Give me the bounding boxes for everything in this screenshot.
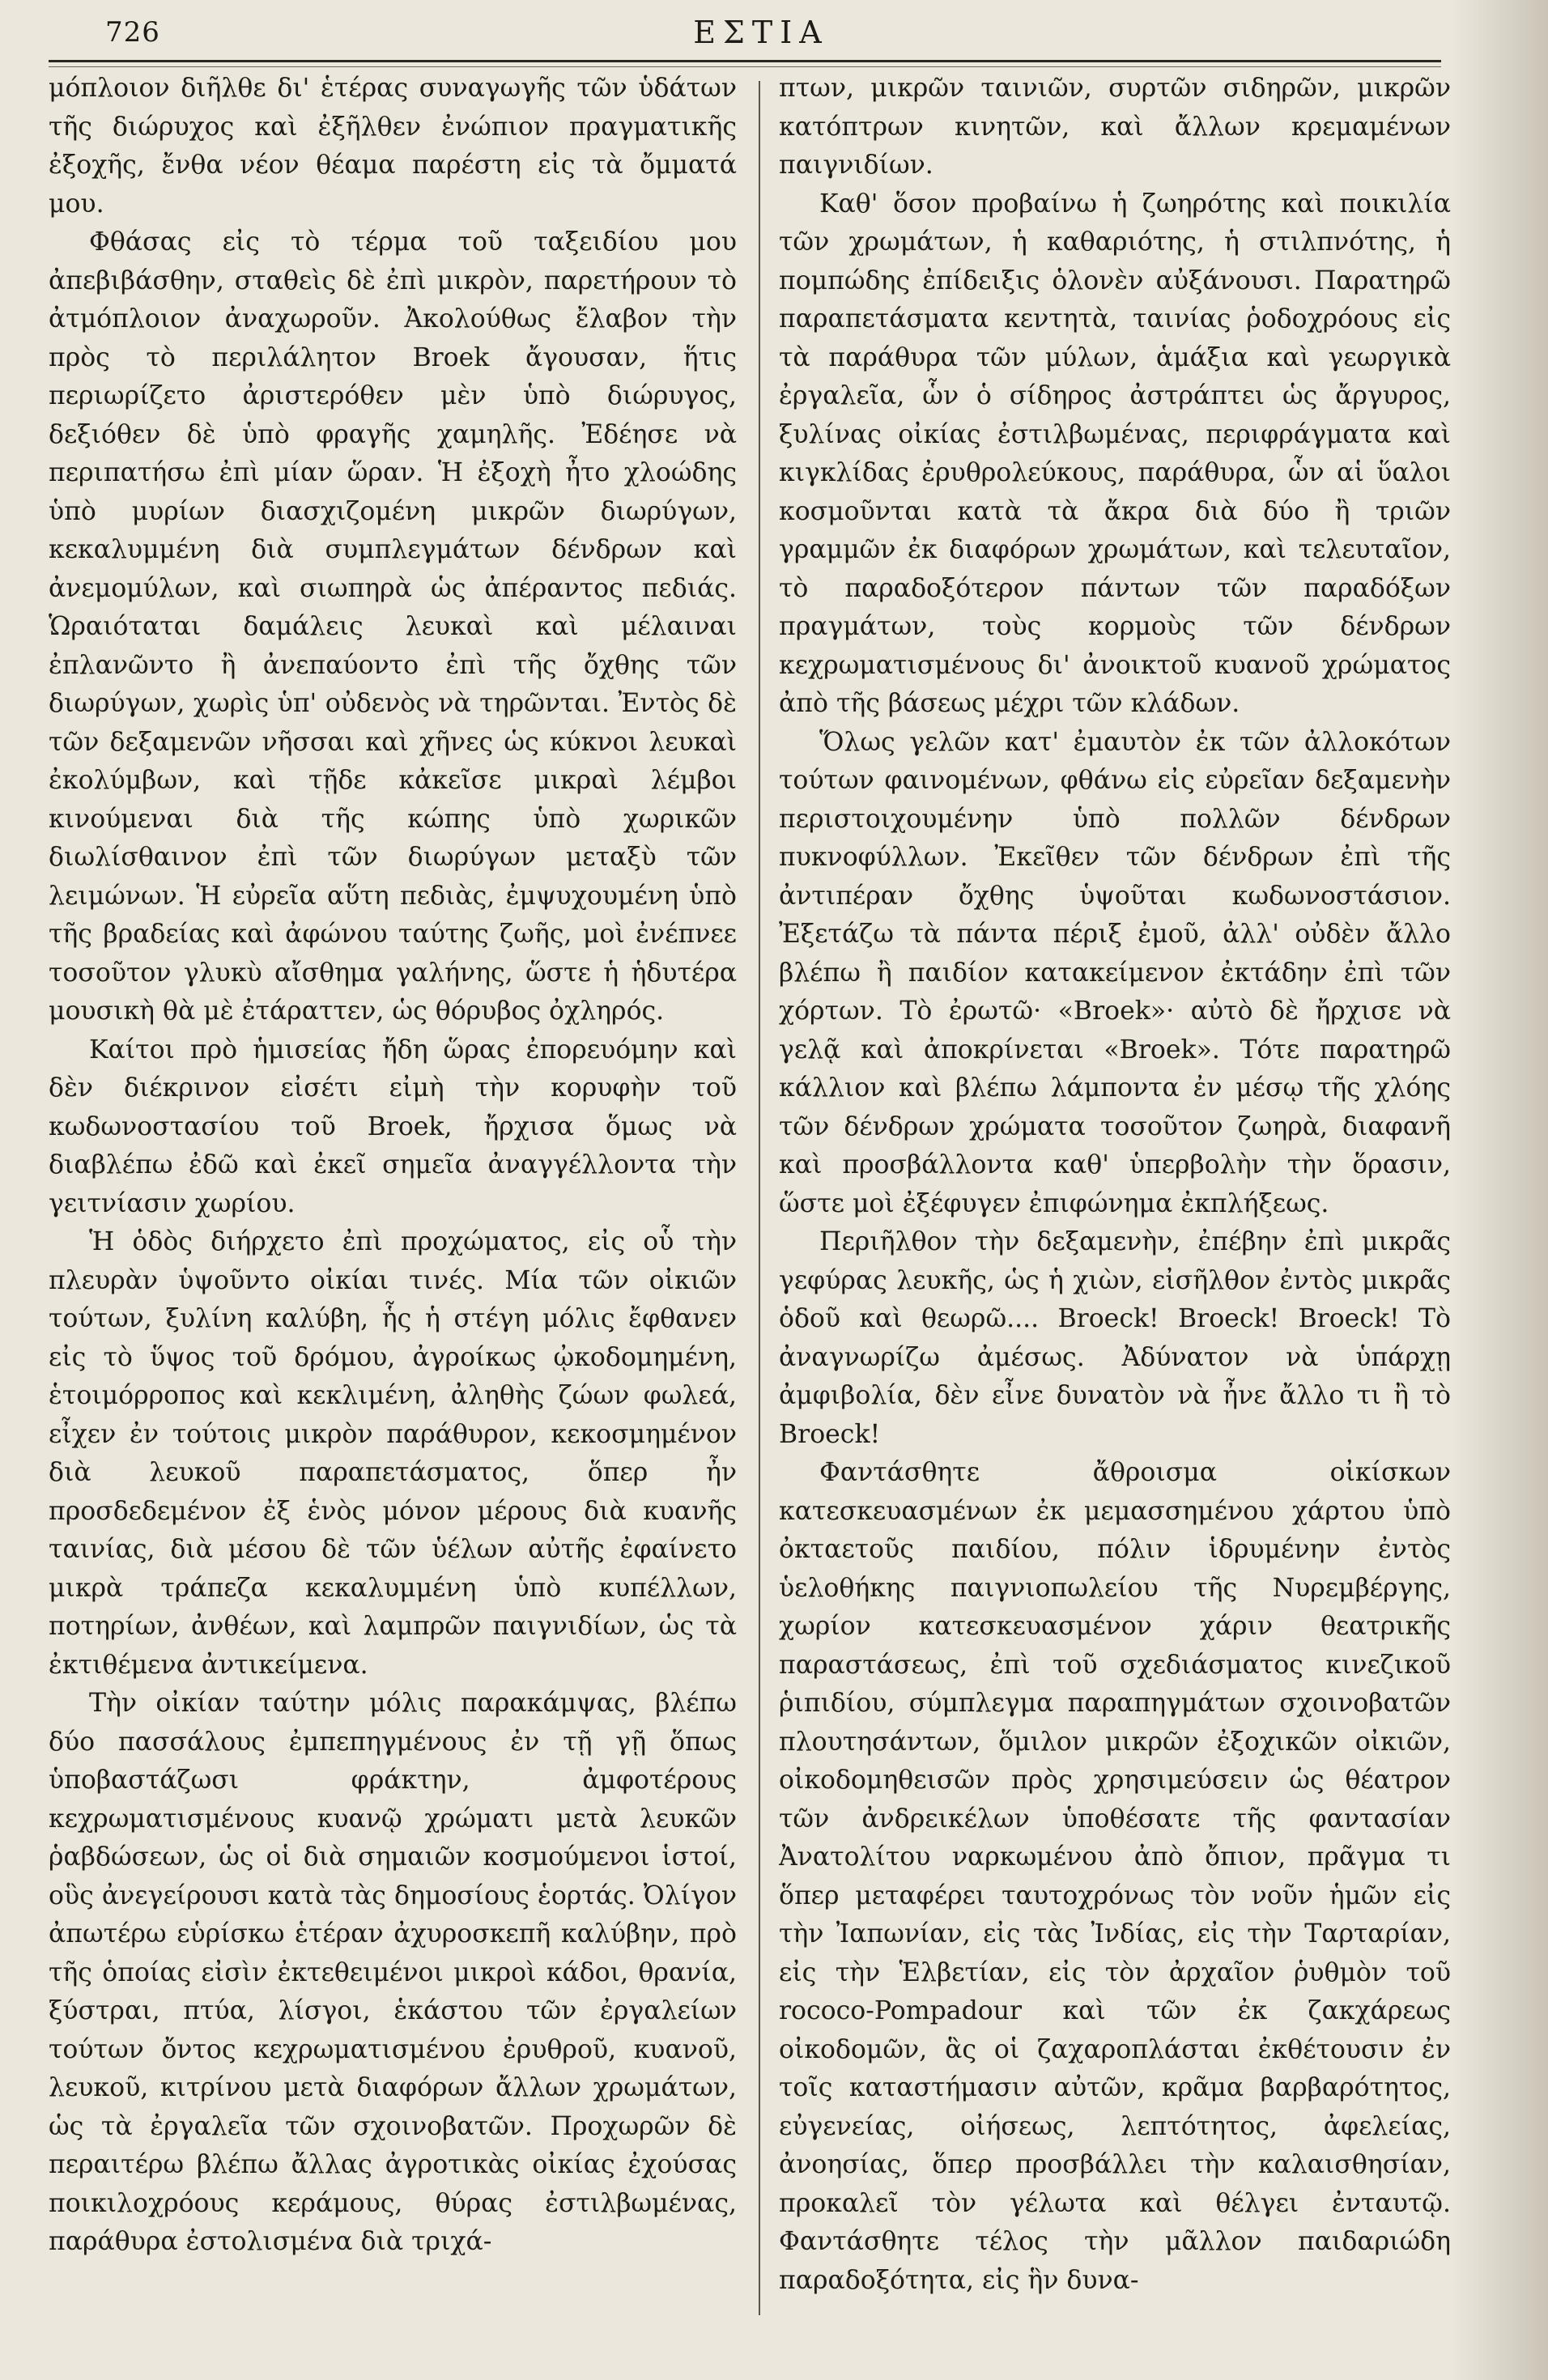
page-number: 726 <box>105 16 160 49</box>
header-rule <box>49 60 1441 62</box>
paragraph: Φαντάσθητε ἄθροισμα οἰκίσκων κατεσκευασμένων ἐκ μεμασσημένου χάρτου ὑπὸ ὀκταετοῦς παιδίου, πόλιν ἱδρυμένην ἐντὸς ὑελοθήκης παιγνιοπωλείου τῆς Νυρεμβέργης, χωρίον κατεσκευασμένον χάριν θεατρικῆς παραστάσεως, ἐπὶ τοῦ σχεδιάσματος κινεζικοῦ ῥιπιδίου, σύμπλεγμα παραπηγμάτων σχοινοβατῶν πλουτησάντων, ὅμιλον μικρῶν ἐξοχικῶν οἰκιῶν, οἰκοδομηθεισῶν πρὸς χρησιμεύσειν ὡς θέατρον τῶν ἀνδρεικέλων ὑποθέσατε τῆς φαντασίαν Ἀνατολίτου ναρκωμένου ἀπὸ ὄπιον, πρᾶγμα τι ὅπερ μεταφέρει ταυτοχρόνως τὸν νοῦν ἡμῶν εἰς τὴν Ἰαπωνίαν, εἰς τὰς Ἰνδίας, εἰς τὴν Ταρταρίαν, εἰς τὴν Ἑλβετίαν, εἰς τὸν ἀρχαῖον ῥυθμὸν τοῦ rococo-Pompadour καὶ τῶν ἐκ ζακχάρεως οἰκοδομῶν, ἃς οἱ ζαχαροπλάσται ἐκθέτουσιν ἐν τοῖς καταστήμασιν αὐτῶν, κρᾶμα βαρβαρότητος, εὐγενείας, οἰήσεως, λεπτότητος, ἀφελείας, ἀνοησίας, ὅπερ προσβάλλει τὴν καλαισθησίαν, προκαλεῖ τὸν γέλωτα καὶ θέλγει ἐνταυτῷ. Φαντάσθητε τέλος τὴν μᾶλλον παιδαριώδη παραδοξότητα, εἰς ἣν δυνα- <box>779 1458 1451 2295</box>
paragraph: Περιῆλθον τὴν δεξαμενὴν, ἐπέβην ἐπὶ μικρᾶς γεφύρας λευκῆς, ὡς ἡ χιὼν, εἰσῆλθον ἐντὸς μικρᾶς ὁδοῦ καὶ θεωρῶ.... Broeck! Broeck! Broeck! Τὸ ἀναγνωρίζω ἀμέσως. Ἀδύνατον νὰ ὑπάρχῃ ἀμφιβολία, δὲν εἶνε δυνατὸν νὰ ἦνε ἄλλο τι ἢ τὸ Broeck! <box>779 1227 1451 1449</box>
paragraph: Τὴν οἰκίαν ταύτην μόλις παρακάμψας, βλέπω δύο πασσάλους ἐμπεπηγμένους ἐν τῇ γῇ ὅπως ὑποβαστάζωσι φράκτην, ἀμφοτέρους κεχρωματισμένους κυανῷ χρώματι μετὰ λευκῶν ῥαβδώσεων, ὡς οἱ διὰ σημαιῶν κοσμούμενοι ἱστοί, οὓς ἀνεγείρουσι κατὰ τὰς δημοσίους ἑορτάς. Ὀλίγον ἀπωτέρω εὑρίσκω ἑτέραν ἀχυροσκεπῆ καλύβην, πρὸ τῆς ὁποίας εἰσὶν ἐκτεθειμένοι μικροὶ κάδοι, θρανία, ξύστραι, πτύα, λίσγοι, ἑκάστου τῶν ἐργαλείων τούτων ὄντος κεχρωματισμένου ἐρυθροῦ, κυανοῦ, λευκοῦ, κιτρίνου μετὰ διαφόρων ἄλλων χρωμάτων, ὡς τὰ ἐργαλεῖα τῶν σχοινοβατῶν. Προχωρῶν δὲ περαιτέρω βλέπω ἄλλας ἀγροτικὰς οἰκίας ἐχούσας ποικιλοχρόους κεράμους, θύρας ἐστιλβωμένας, παράθυρα ἐστολισμένα διὰ τριχά- <box>49 1689 737 2256</box>
column-divider <box>759 81 760 2315</box>
paragraph: πτων, μικρῶν ταινιῶν, συρτῶν σιδηρῶν, μικρῶν κατόπτρων κινητῶν, καὶ ἄλλων κρεμαμένων παιγνιδίων. <box>779 74 1451 180</box>
paragraph: Φθάσας εἰς τὸ τέρμα τοῦ ταξειδίου μου ἀπεβιβάσθην, σταθεὶς δὲ ἐπὶ μικρὸν, παρετήρουν τὸ ἀτμόπλοιον ἀναχωροῦν. Ἀκολούθως ἔλαβον τὴν πρὸς τὸ περιλάλητον Broek ἄγουσαν, ἥτις περιωρίζετο ἀριστερόθεν μὲν ὑπὸ διώρυγος, δεξιόθεν δὲ ὑπὸ φραγῆς χαμηλῆς. Ἐδέησε νὰ περιπατήσω ἐπὶ μίαν ὥραν. Ἡ ἐξοχὴ ἦτο χλοώδης ὑπὸ μυρίων διασχιζομένη μικρῶν διωρύγων, κεκαλυμμένη διὰ συμπλεγμάτων δένδρων καὶ ἀνεμομύλων, καὶ σιωπηρὰ ὡς ἀπέραντος πεδιάς. Ὡραιόταται δαμάλεις λευκαὶ καὶ μέλαιναι ἐπλανῶντο ἢ ἀνεπαύοντο ἐπὶ τῆς ὄχθης τῶν διωρύγων, χωρὶς ὑπ' οὐδενὸς νὰ τηρῶνται. Ἐντὸς δὲ τῶν δεξαμενῶν νῆσσαι καὶ χῆνες ὡς κύκνοι λευκαὶ ἐκολύμβων, καὶ τῇδε κἀκεῖσε μικραὶ λέμβοι κινούμεναι διὰ τῆς κώπης ὑπὸ χωρικῶν διωλίσθαινον ἐπὶ τῶν διωρύγων μεταξὺ τῶν λειμώνων. Ἡ εὐρεῖα αὕτη πεδιὰς, ἐμψυχουμένη ὑπὸ τῆς βραδείας καὶ ἀφώνου ταύτης ζωῆς, μοὶ ἐνέπνεε τοσοῦτον γλυκὺ αἴσθημα γαλήνης, ὥστε ἡ ἡδυτέρα μουσικὴ θὰ μὲ ἐτάραττεν, ὡς θόρυβος ὀχληρός. <box>49 227 737 1026</box>
paragraph: Ἡ ὁδὸς διήρχετο ἐπὶ προχώματος, εἰς οὗ τὴν πλευρὰν ὑψοῦντο οἰκίαι τινές. Μία τῶν οἰκιῶν τούτων, ξυλίνη καλύβη, ἧς ἡ στέγη μόλις ἔφθανεν εἰς τὸ ὕψος τοῦ δρόμου, ἀγροίκως ᾠκοδομημένη, ἑτοιμόρροπος καὶ κεκλιμένη, ἀληθὴς ζώων φωλεά, εἶχεν ἐν τούτοις μικρὸν παράθυρον, κεκοσμημένον διὰ λευκοῦ παραπετάσματος, ὅπερ ἦν προσδεδεμένον ἐξ ἑνὸς μόνον μέρους διὰ κυανῆς ταινίας, διὰ μέσου δὲ τῶν ὑέλων αὐτῆς ἐφαίνετο μικρὰ τράπεζα κεκαλυμμένη ὑπὸ κυπέλλων, ποτηρίων, ἀνθέων, καὶ λαμπρῶν παιγνιδίων, ὡς τὰ ἐκτιθέμενα ἀντικείμενα. <box>49 1227 737 1680</box>
paragraph: μόπλοιον διῆλθε δι' ἑτέρας συναγωγῆς τῶν ὑδάτων τῆς διώρυχος καὶ ἐξῆλθεν ἐνώπιον πραγματικῆς ἐξοχῆς, ἔνθα νέον θέαμα παρέστη εἰς τὰ ὄμματά μου. <box>49 74 737 219</box>
paragraph: Ὅλως γελῶν κατ' ἐμαυτὸν ἐκ τῶν ἀλλοκότων τούτων φαινομένων, φθάνω εἰς εὐρεῖαν δεξαμενὴν περιστοιχουμένην ὑπὸ πολλῶν δένδρων πυκνοφύλλων. Ἐκεῖθεν τῶν δένδρων ἐπὶ τῆς ἀντιπέραν ὄχθης ὑψοῦται κωδωνοστάσιον. Ἐξετάζω τὰ πάντα πέριξ ἐμοῦ, ἀλλ' οὐδὲν ἄλλο βλέπω ἢ παιδίον κατακείμενον ἐκτάδην ἐπὶ τῶν χόρτων. Τὸ ἐρωτῶ· «Broek»· αὐτὸ δὲ ἤρχισε νὰ γελᾷ καὶ ἀποκρίνεται «Broek». Τότε παρατηρῶ κάλλιον καὶ βλέπω λάμποντα ἐν μέσῳ τῆς χλόης τῶν δένδρων χρώματα τοσοῦτον ζωηρὰ, διαφανῆ καὶ προσβάλλοντα καθ' ὑπερβολὴν τὴν ὅρασιν, ὥστε μοὶ ἐξέφυγεν ἐπιφώνημα ἐκπλήξεως. <box>779 727 1451 1218</box>
running-title: ΕΣΤΙΑ <box>693 15 829 50</box>
page-header <box>81 11 1441 57</box>
paragraph: Καίτοι πρὸ ἡμισείας ἤδη ὥρας ἐπορευόμην καὶ δὲν διέκρινον εἰσέτι εἰμὴ τὴν κορυφὴν τοῦ κωδωνοστασίου τοῦ Broek, ἤρχισα ὅμως νὰ διαβλέπω ἐδῶ καὶ ἐκεῖ σημεῖα ἀναγγέλλοντα τὴν γειτνίασιν χωρίου. <box>49 1035 737 1218</box>
left-column <box>49 70 737 2361</box>
header-rule-thin <box>49 66 1441 67</box>
page-edge-shadow <box>1451 0 1548 2380</box>
right-column <box>779 70 1451 2361</box>
paragraph: Καθ' ὅσον προβαίνω ἡ ζωηρότης καὶ ποικιλία τῶν χρωμάτων, ἡ καθαριότης, ἡ στιλπνότης, ἡ πομπώδης ἐπίδειξις ὁλονὲν αὐξάνουσι. Παρατηρῶ παραπετάσματα κεντητὰ, ταινίας ῥοδοχρόους εἰς τὰ παράθυρα τῶν μύλων, ἁμάξια καὶ γεωργικὰ ἐργαλεῖα, ὧν ὁ σίδηρος ἀστράπτει ὡς ἄργυρος, ξυλίνας οἰκίας ἐστιλβωμένας, περιφράγματα καὶ κιγκλίδας ἐρυθρολεύκους, παράθυρα, ὧν αἱ ὕαλοι κοσμοῦνται κατὰ τὰ ἄκρα διὰ δύο ἢ τριῶν γραμμῶν ἐκ διαφόρων χρωμάτων, καὶ τελευταῖον, τὸ παραδοξότερον πάντων τῶν παραδόξων πραγμάτων, τοὺς κορμοὺς τῶν δένδρων κεχρωματισμένους δι' ἀνοικτοῦ κυανοῦ χρώματος ἀπὸ τῆς βάσεως μέχρι τῶν κλάδων. <box>779 189 1451 718</box>
